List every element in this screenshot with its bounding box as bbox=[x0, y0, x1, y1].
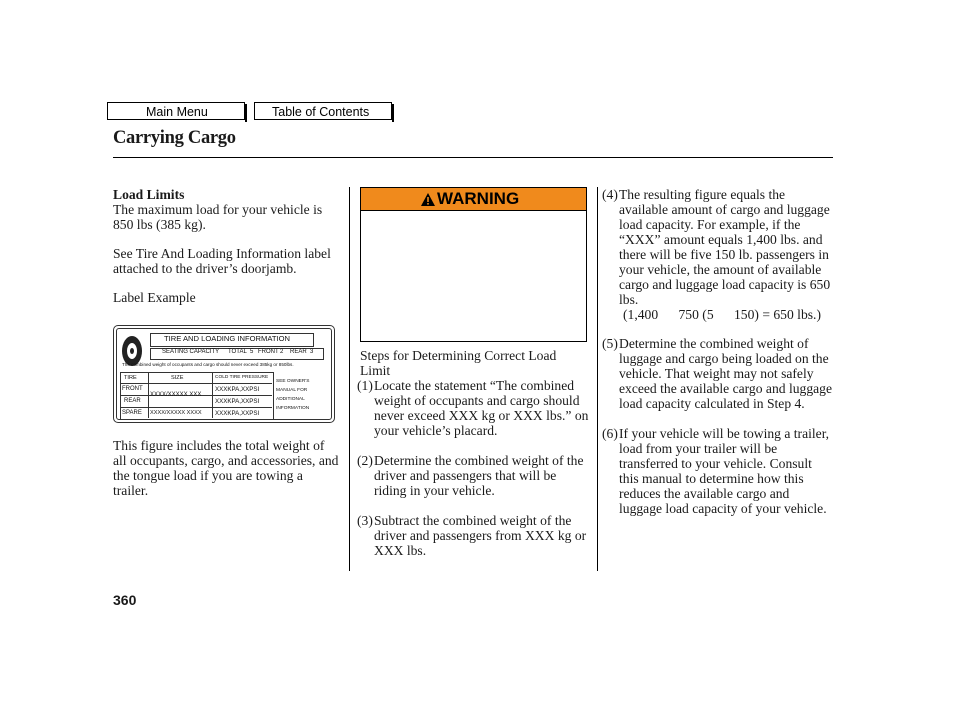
load-limits-heading: Load Limits bbox=[113, 187, 185, 202]
steps-column-1 bbox=[357, 348, 589, 573]
list-item: (3) Subtract the combined weight of the driver and passengers from XXX kg or XXX lbs. bbox=[357, 513, 587, 558]
table-of-contents-button[interactable]: Table of Contents bbox=[254, 102, 392, 120]
page-number: 360 bbox=[113, 592, 137, 608]
example-calculation: (1,400 750 (5 150) = 650 lbs.) bbox=[623, 307, 821, 322]
steps-column-2 bbox=[602, 187, 834, 531]
load-limits-column bbox=[113, 187, 339, 319]
seating-capacity-label: SEATING CAPACITY bbox=[162, 349, 220, 355]
column-divider bbox=[349, 187, 350, 571]
list-item: (2) Determine the combined weight of the driver and passengers that will be riding in your vehicle. bbox=[357, 453, 584, 498]
label-example-caption: Label Example bbox=[113, 290, 196, 305]
label-title: TIRE AND LOADING INFORMATION bbox=[164, 334, 291, 343]
steps-intro: Steps for Determining Correct Load Limit bbox=[360, 348, 557, 378]
tire-loading-label-illustration: TIRE AND LOADING INFORMATION SEATING CAPACITY TOTAL 5 FRONT 2 REAR 3 The combined weight of occupants and cargo should never exceed 385kg or 850lbs. TIRE SIZE COLD TIRE PRESSURE FRONT REAR SPARE XXXX/XXXXX XXX XXXX/XXXXX XXXX XXXKPA,XXPSI XXXKPA,XXPSI XXXKPA,XXPSI SEE OWNER'S MANUAL FOR ADDITIONAL INFORMATION bbox=[113, 325, 335, 423]
warning-box bbox=[360, 187, 587, 342]
weight-notice: The combined weight of occupants and cargo should never exceed 385kg or 850lbs. bbox=[122, 362, 294, 367]
title-rule bbox=[113, 157, 833, 158]
total-weight-text: This figure includes the total weight of all occupants, cargo, and accessories, and the tongue load if you are towing a trailer. bbox=[113, 438, 339, 498]
section-title: Carrying Cargo bbox=[113, 128, 236, 148]
warning-label: WARNING bbox=[437, 189, 520, 208]
list-item: (4) The resulting figure equals the available amount of cargo and luggage load capacity. For example, if the “XXX” amount equals 1,400 lbs. and there will be five 150 lb. passengers in your vehicle, the amount of available cargo and luggage load capacity is 650 lbs. (1,400 750 (5 150) = 650 lbs.) bbox=[602, 187, 834, 322]
column-divider bbox=[597, 187, 598, 571]
max-load-text: The maximum load for your vehicle is 850 lbs (385 kg). bbox=[113, 202, 323, 232]
see-label-text: See Tire And Loading Information label attached to the driver’s doorjamb. bbox=[113, 246, 331, 276]
warning-header bbox=[361, 188, 586, 211]
main-menu-button[interactable]: Main Menu bbox=[107, 102, 245, 120]
list-item: (5) Determine the combined weight of luggage and cargo being loaded on the vehicle. That weight may not safely exceed the available cargo and luggage load capacity calculated in Step 4. bbox=[602, 336, 832, 411]
list-item: (1) Locate the statement “The combined weight of occupants and cargo should never exceed XXX kg or XXX lbs.” on your vehicle’s placard. bbox=[357, 378, 589, 438]
warning-triangle-icon bbox=[421, 193, 435, 206]
list-item: (6) If your vehicle will be towing a trailer, load from your trailer will be transferred to your vehicle. Consult this manual to determine how this reduces the available cargo and luggage load capacity of your vehicle. bbox=[602, 426, 830, 516]
